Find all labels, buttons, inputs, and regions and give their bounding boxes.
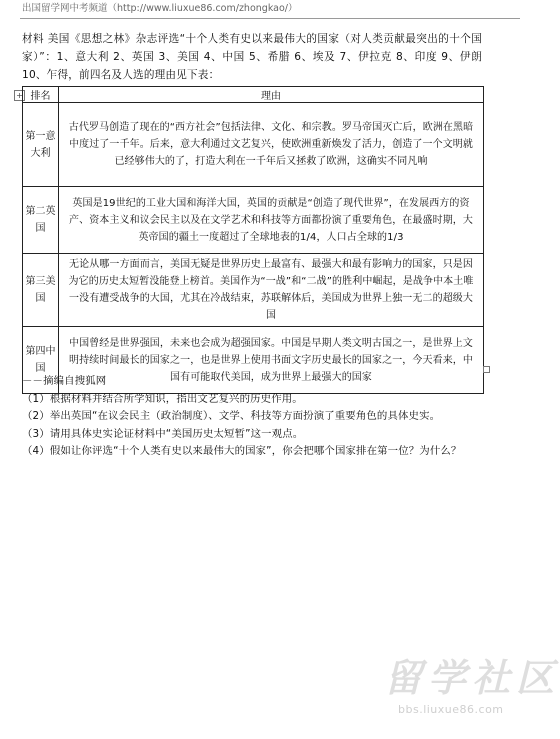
column-header-reason: 理由: [59, 87, 484, 103]
rank-cell: 第四中国: [23, 327, 59, 394]
watermark-logo-text: 留学社区: [384, 656, 560, 700]
table-move-handle-icon[interactable]: +: [14, 90, 25, 101]
rank-cell: 第三美国: [23, 254, 59, 327]
question-item: （3）请用具体史实论证材料中“美国历史太短暂”这一观点。: [22, 427, 304, 440]
questions-block: [22, 373, 482, 461]
table-header-row: [23, 87, 484, 103]
reason-cell: 英国是19世纪的工业大国和海洋大国，英国的贡献是“创造了现代世界”，在发展西方的资产、资本主义和议会民主以及在文学艺术和科技等方面都扮演了重要角色，在最盛时期，大英帝国的疆土一度超过了全球地表的1/4，人口占全球的1/3: [59, 187, 484, 254]
table-row: [23, 103, 484, 187]
reason-cell: 古代罗马创造了现在的“西方社会”包括法律、文化、和宗教。罗马帝国灭亡后，欧洲在黑暗中度过了一千年。后来，意大利通过文艺复兴，使欧洲重新焕发了活力，创造了一个文明就已经够伟大的了，打造大利在一千年后又拯救了欧洲，这确实不同凡响: [59, 103, 484, 187]
rank-cell: 第二英国: [23, 187, 59, 254]
question-item: （1）根据材料并结合所学知识，指出文艺复兴的历史作用。: [22, 392, 303, 405]
reason-cell: 无论从哪一方面而言，美国无疑是世界历史上最富有、最强大和最有影响力的国家，只是因为它的历史太短暂没能登上榜首。美国作为“一战”和“二战”的胜利中崛起，是战争中本土唯一没有遭受战争的大国，尤其在冷战结束，苏联解体后，美国成为世界上独一无二的超级大国: [59, 254, 484, 327]
intro-paragraph: 材料 美国《思想之林》杂志评选“十个人类有史以来最伟大的国家（对人类贡献最突出的十个国家）”：1、意大利 2、英国 3、美国 4、中国 5、希腊 6、埃及 7、伊拉克 8、印度 9、伊朗 10、乍得，前四名及人选的理由见下表：: [22, 33, 482, 81]
site-watermark: [384, 655, 560, 735]
watermark-url: bbs.liuxue86.com: [398, 703, 504, 716]
question-item: （4）假如让你评选“十个人类有史以来最伟大的国家”，你会把哪个国家排在第一位？为什么？: [22, 445, 462, 457]
table-row: [23, 187, 484, 254]
ranking-table: [22, 86, 484, 394]
question-item: （2）举出英国“在议会民主（政治制度）、文学、科技等方面扮演了重要角色的具体史实。: [22, 410, 441, 422]
source-note: －－摘编自搜狐网: [22, 375, 107, 387]
header-divider: [20, 18, 520, 19]
table-row: [23, 254, 484, 327]
column-header-rank: 排名: [23, 87, 59, 103]
site-header-text: 出国留学网中考频道（http://www.liuxue86.com/zhongkao/）: [22, 3, 298, 14]
rank-cell: 第一意大利: [23, 103, 59, 187]
table-resize-handle[interactable]: [483, 366, 490, 373]
reason-cell: 中国曾经是世界强国，未来也会成为超强国家。中国是早期人类文明古国之一，是世界上文明持续时间最长的国家之一，也是世界上使用书面文字历史最长的国家之一，今天看来，中国有可能取代美国，成为世界上最强大的国家: [59, 327, 484, 394]
